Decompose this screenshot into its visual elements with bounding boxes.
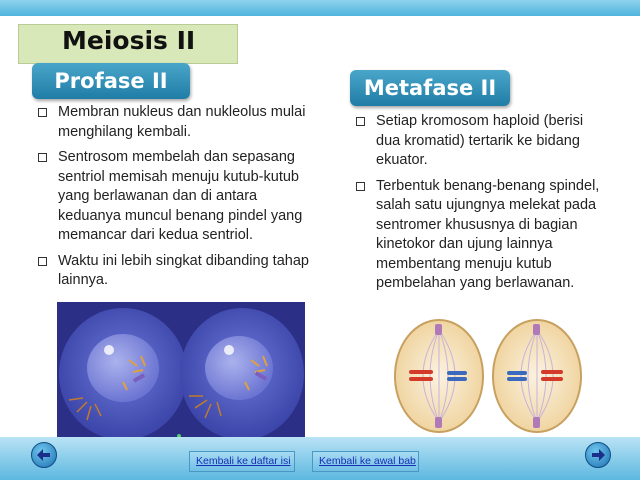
list-item [38, 148, 318, 246]
checkbox-square-icon [356, 182, 365, 191]
metafase-bullet-list [356, 112, 606, 300]
metafase-cells-illustration [393, 318, 583, 434]
bullet-text: Terbentuk benang-benang spindel, salah satu ujungnya melekat pada sentromer khususnya di bagian kinetokor dan ujung lainnya membentang menuju kutub pembelahan yang berlawanan. [376, 177, 600, 291]
checkbox-square-icon [38, 257, 47, 266]
arrow-right-icon [591, 449, 605, 461]
bullet-text: Waktu ini lebih singkat dibanding tahap lainnya. [58, 252, 309, 288]
metafase-heading: Metafase II [350, 70, 510, 106]
page-title: Meiosis II [62, 26, 196, 55]
metafase-diagram [393, 318, 583, 434]
bullet-text: Sentrosom membelah dan sepasang sentriol memisah menuju kutub-kutub yang berlawanan dan di antara keduanya muncul benang pindel yang memancar dari kedua sentriol. [58, 149, 303, 243]
list-item [38, 103, 318, 142]
micrograph-illustration [57, 302, 305, 442]
back-to-chapter-start-link[interactable]: Kembali ke awal bab [312, 451, 419, 472]
list-item [356, 112, 606, 171]
arrow-left-icon [37, 449, 51, 461]
bullet-text: Setiap kromosom haploid (berisi dua kromatid) tertarik ke bidang ekuator. [376, 113, 584, 168]
next-button[interactable] [585, 442, 611, 468]
profase-heading: Profase II [32, 63, 190, 99]
bullet-text: Membran nukleus dan nukleolus mulai menghilang kembali. [58, 104, 306, 140]
list-item [38, 252, 318, 291]
profase-micrograph [57, 302, 305, 442]
profase-bullet-list [38, 103, 318, 297]
top-banner [0, 0, 640, 16]
checkbox-square-icon [38, 153, 47, 162]
checkbox-square-icon [38, 108, 47, 117]
previous-button[interactable] [31, 442, 57, 468]
back-to-contents-link[interactable]: Kembali ke daftar isi [189, 451, 295, 472]
checkbox-square-icon [356, 117, 365, 126]
list-item [356, 177, 606, 294]
